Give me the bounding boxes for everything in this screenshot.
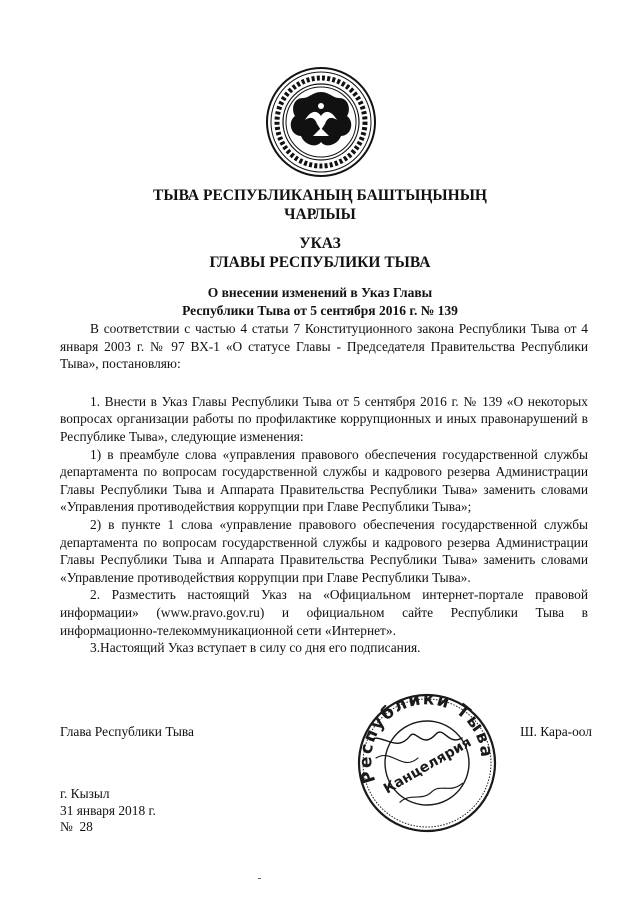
scan-speck xyxy=(258,878,261,879)
svg-text:Канцелярия: Канцелярия xyxy=(380,734,475,798)
item-1-2-paragraph: 2) в пункте 1 слова «управление правового обеспечения государственной службы департамента по вопросам государственной службы и кадрового резерва Администрации Главы Республики Тыва и Аппарата Правительства Республики Тыва» заменить словами «Управление противодействия коррупции при Главе Республики Тыва». xyxy=(60,516,588,585)
subject-line2: Республики Тыва от 5 сентября 2016 г. № 139 xyxy=(182,303,458,318)
document-title xyxy=(0,234,640,272)
item-2-paragraph: 2. Разместить настоящий Указ на «Официальном интернет-портале правовой информации» (www.pravo.gov.ru) и официальном сайте Республики Тыва в информационно-телекоммуникационной сети «Интернет». xyxy=(60,587,588,638)
item-1-paragraph: 1. Внести в Указ Главы Республики Тыва от 5 сентября 2016 г. № 139 «О некоторых вопросах организации работы по профилактике коррупционных и иных правонарушений в Республике Тыва», следующие изменения: xyxy=(60,393,588,444)
official-stamp-seal xyxy=(352,688,502,838)
item-3-paragraph: 3.Настоящий Указ вступает в силу со дня его подписания. xyxy=(90,640,421,656)
tuvan-title-line2: ЧАРЛЫЫ xyxy=(284,206,356,223)
tuvan-title xyxy=(0,186,640,224)
tuvan-title-line1: ТЫВА РЕСПУБЛИКАНЫҢ БАШТЫҢЫНЫҢ xyxy=(153,187,487,204)
item-1-1-paragraph: 1) в преамбуле слова «управления правового обеспечения государственной службы департамента по вопросам государственной службы и кадрового резерва Администрации Главы Республики Тыва и Аппарата Правительства Республики Тыва» заменить словами «Управления противодействия коррупции при Главе Республики Тыва»; xyxy=(60,446,588,515)
document-type: УКАЗ xyxy=(299,235,341,252)
issue-city: г. Кызыл xyxy=(60,786,110,801)
republic-emblem-icon xyxy=(265,66,377,178)
signatory-position: Глава Республики Тыва xyxy=(60,724,194,739)
document-body xyxy=(60,320,588,657)
document-issuer: ГЛАВЫ РЕСПУБЛИКИ ТЫВА xyxy=(209,254,431,271)
signatory-name: Ш. Кара-оол xyxy=(520,724,592,739)
svg-text:Республики Тыва: Республики Тыва xyxy=(356,689,497,786)
issue-date: 31 января 2018 г. xyxy=(60,802,156,818)
document-number: № 28 xyxy=(60,819,93,834)
subject-line1: О внесении изменений в Указ Главы xyxy=(207,285,433,300)
preamble-paragraph: В соответствии с частью 4 статьи 7 Конституционного закона Республики Тыва от 4 января 2003 г. № 97 ВХ-1 «О статусе Главы - Председателя Правительства Республики Тыва», постановляю: xyxy=(60,321,588,372)
document-subject xyxy=(0,284,640,320)
document-footer xyxy=(60,786,156,836)
